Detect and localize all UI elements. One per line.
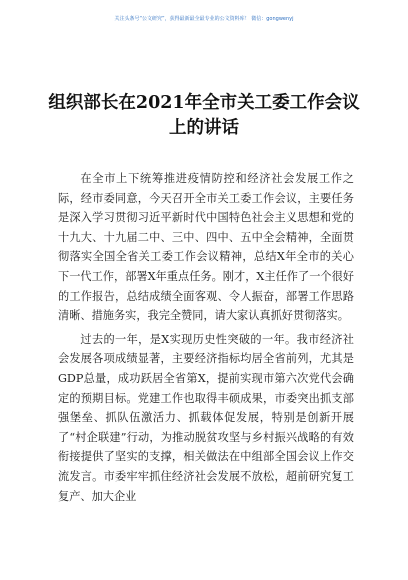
paragraph: 过去的一年，是X实现历史性突破的一年。我市经济社会发展各项成绩显著，主要经济指标均居全省前列，尤其是GDP总量，成功跃居全省第X，提前实现市第六次党代会确定的预期目标。党建工作也取得丰硕成果，市委突出抓支部强堡垒、抓队伍激活力、抓载体促发展，特别是创新开展了“村企联建”行动，为推动脱贫攻坚与乡村振兴战略的有效衔接提供了坚实的支撑，相关做法在中组部全国会议上作交流发言。市委牢牢抓住经济社会发展不放松，超前研究复工复产、加大企业: [58, 332, 354, 503]
header-note: 关注头条号“公文研究”，获得最新最全最专业的公文资料库！ 微信：gongwenyj: [114, 16, 294, 22]
document-body: [58, 169, 354, 510]
document-title: 组织部长在2021年全市关工委工作会议上的讲话: [48, 93, 360, 138]
paragraph: 在全市上下统筹推进疫情防控和经济社会发展工作之际，经市委同意，今天召开全市关工委工作会议，主要任务是深入学习贯彻习近平新时代中国特色社会主义思想和党的十九大、十九届二中、三中、四中、五中全会精神，全面贯彻落实全国全省关工委工作会议精神，总结X年全市的关心下一代工作，部署X年重点任务。刚才，X主任作了一个很好的工作报告，总结成绩全面客观、令人振奋，部署工作思路清晰、措施务实，我完全赞同，请大家认真抓好贯彻落实。: [58, 172, 354, 323]
